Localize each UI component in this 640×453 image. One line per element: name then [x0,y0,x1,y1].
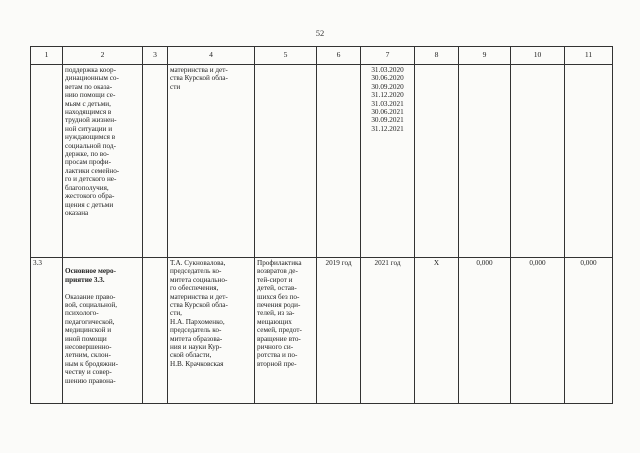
cell-number [31,65,63,258]
cell-col3 [143,258,168,404]
cell-col3 [143,65,168,258]
col-number-10: 10 [511,47,565,65]
cell-amount-9: 0,000 [459,258,511,404]
cell-col9 [459,65,511,258]
cell-col8 [415,65,459,258]
cell-activity [63,258,143,404]
col-number-4: 4 [168,47,255,65]
col-number-3: 3 [143,47,168,65]
col-number-11: 11 [565,47,613,65]
cell-col10 [511,65,565,258]
cell-start [317,65,361,258]
cell-amount-10: 0,000 [511,258,565,404]
col-number-7: 7 [361,47,415,65]
cell-amount-11: 0,000 [565,258,613,404]
table-row [31,65,613,258]
cell-col11 [565,65,613,258]
cell-end-year: 2021 год [361,258,415,404]
cell-responsible: Т.А. Сукновалова, председатель ко- митета социально- го обеспечения, материнства и дет- ства Курской обла- сти, Н.А. Пархоменко, председатель ко- митета образова- ния и науки Кур- ской области, Н.В. Крачковская [168,258,255,404]
column-numbers-row [31,47,613,65]
cell-dates: 31.03.2020 30.06.2020 30.09.2020 31.12.2020 31.03.2021 30.06.2021 30.09.2021 31.12.2021 [361,65,415,258]
cell-number: 3.3 [31,258,63,404]
page-number: 52 [315,28,325,38]
cell-responsible: материнства и дет- ства Курской обла- сти [168,65,255,258]
cell-start-year: 2019 год [317,258,361,404]
program-table [30,46,613,404]
activity-title: Основное меро- приятие 3.3. [65,267,117,284]
col-number-2: 2 [63,47,143,65]
col-number-6: 6 [317,47,361,65]
col-number-8: 8 [415,47,459,65]
cell-expected-result: Профилактика возвратов де- тей-сирот и детей, остав- шихся без по- печения роди- телей, из за- мещающих семей, предот- вращение вто- ричного си- ротства и по- вторной пре- [255,258,317,404]
cell-expected-result [255,65,317,258]
col-number-5: 5 [255,47,317,65]
cell-col8-mark: Х [415,258,459,404]
cell-activity-description: поддержка коор- динационным со- ветам по оказа- нию помощи се- мьям с детьми, находящимся в трудной жизнен- ной ситуации и нуждающимся в социальной под- держке, по во- просам профи- лактики семейно- го и детского не- благополучия, жестокого обра- щения с детьми оказана [63,65,143,258]
col-number-9: 9 [459,47,511,65]
activity-description: Оказание право- вой, социальной, психолого- педагогической, медицинской и иной помощи несовершенно- летним, склон- ным к бродяжни- честву и совер- шению правона- [65,292,118,385]
table-row [31,258,613,404]
col-number-1: 1 [31,47,63,65]
